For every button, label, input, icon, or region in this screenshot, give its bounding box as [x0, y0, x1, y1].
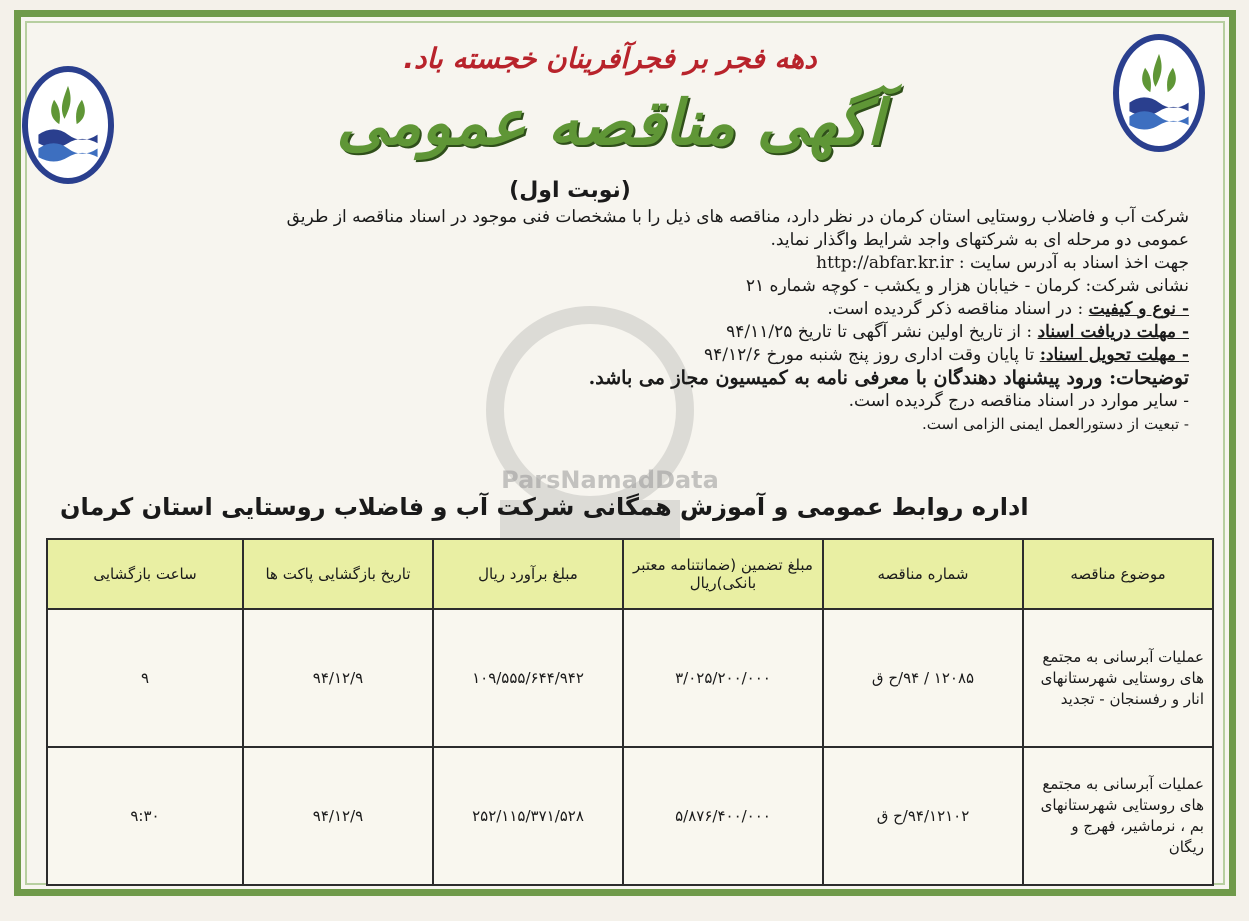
greeting-line: دهه فجر بر فجرآفرینان خجسته باد.	[403, 42, 817, 75]
col-number: شماره مناقصه	[823, 539, 1023, 609]
page-title: آگهی مناقصه عمومی	[336, 86, 884, 159]
cell-estimate: ۲۵۲/۱۱۵/۳۷۱/۵۲۸	[433, 747, 623, 885]
note-line: توضیحات: ورود پیشنهاد دهندگان با معرفی نامه به کمیسیون مجاز می باشد.	[588, 367, 1189, 389]
water-drop-logo-icon	[1119, 40, 1199, 146]
cell-guarantee: ۳/۰۲۵/۲۰۰/۰۰۰	[623, 609, 823, 747]
col-guarantee: مبلغ تضمین (ضمانتنامه معتبر بانکی)ریال	[623, 539, 823, 609]
cell-opening-date: ۹۴/۱۲/۹	[243, 747, 433, 885]
cell-subject: عملیات آبرسانی به مجتمع های روستایی شهرستانهای بم ، نرماشیر، فهرج و ریگان	[1023, 747, 1213, 885]
body-line: شرکت آب و فاضلاب روستایی استان کرمان در نظر دارد، مناقصه های ذیل را با مشخصات فنی موجود در اسناد مناقصه از طریق	[286, 207, 1189, 227]
cell-number: ۱۲۰۸۵ / ۹۴/ح ق	[823, 609, 1023, 747]
table-header-row	[47, 539, 1213, 609]
item-document-delivery-deadline: - مهلت تحویل اسناد: تا پایان وقت اداری روز پنج شنبه مورخ ۹۴/۱۲/۶	[704, 345, 1189, 365]
cell-number: ۹۴/۱۲۱۰۲/ح ق	[823, 747, 1023, 885]
note-line: - تبعیت از دستورالعمل ایمنی الزامی است.	[921, 415, 1189, 433]
tender-table	[46, 538, 1214, 886]
notice-body	[39, 206, 1189, 436]
company-logo-right	[1113, 34, 1205, 152]
company-address: نشانی شرکت: کرمان - خیابان هزار و یکشب - کوچه شماره ۲۱	[745, 276, 1189, 296]
cell-opening-time: ۹	[47, 609, 243, 747]
cell-opening-date: ۹۴/۱۲/۹	[243, 609, 433, 747]
cell-subject: عملیات آبرسانی به مجتمع های روستایی شهرستانهای انار و رفسنجان - تجدید	[1023, 609, 1213, 747]
cell-opening-time: ۹:۳۰	[47, 747, 243, 885]
col-opening-date: تاریخ بازگشایی پاکت ها	[243, 539, 433, 609]
table-row	[47, 747, 1213, 885]
col-estimate: مبلغ برآورد ریال	[433, 539, 623, 609]
note-line: - سایر موارد در اسناد مناقصه درج گردیده است.	[848, 391, 1189, 411]
cell-estimate: ۱۰۹/۵۵۵/۶۴۴/۹۴۲	[433, 609, 623, 747]
col-subject: موضوع مناقصه	[1023, 539, 1213, 609]
body-line: جهت اخذ اسناد به آدرس سایت : http://abfar.kr.ir	[816, 253, 1189, 273]
col-opening-time: ساعت بازگشایی	[47, 539, 243, 609]
item-document-receipt-deadline: - مهلت دریافت اسناد : از تاریخ اولین نشر آگهی تا تاریخ ۹۴/۱۱/۲۵	[726, 322, 1189, 342]
cell-guarantee: ۵/۸۷۶/۴۰۰/۰۰۰	[623, 747, 823, 885]
issuer-footer: اداره روابط عمومی و آموزش همگانی شرکت آب و فاضلاب روستایی استان کرمان	[60, 493, 1029, 521]
company-logo-left	[22, 66, 114, 184]
water-drop-logo-icon	[28, 72, 108, 178]
round-subtitle: (نوبت اول)	[509, 178, 631, 203]
item-type-quality: - نوع و کیفیت : در اسناد مناقصه ذکر گردیده است.	[827, 299, 1189, 319]
body-line: عمومی دو مرحله ای به شرکتهای واجد شرایط واگذار نماید.	[770, 230, 1189, 250]
watermark-text: ParsNamadData	[501, 466, 719, 494]
table-row	[47, 609, 1213, 747]
